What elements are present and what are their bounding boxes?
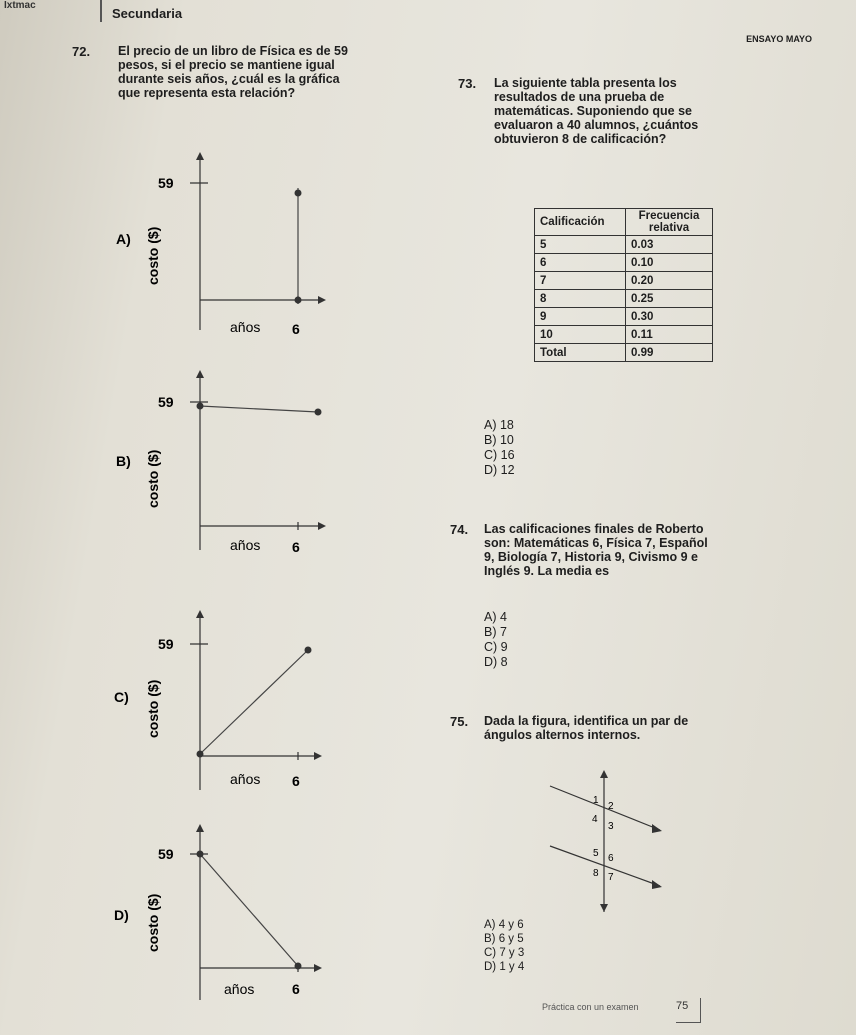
- option-c[interactable]: C) 16: [484, 448, 515, 462]
- y-tick: 59: [158, 636, 174, 652]
- table-header: Frecuencia relativa: [626, 209, 713, 236]
- q74-text: Las calificaciones finales de Roberto son: Matemáticas 6, Física 7, Español 9, Biología 7, Historia 9, Civismo 9 e Inglés 9. La media es: [484, 522, 708, 578]
- option-letter: B): [116, 453, 131, 469]
- angle-label: 6: [608, 853, 614, 864]
- q72-graph-b[interactable]: [112, 368, 352, 563]
- angle-label: 8: [593, 868, 599, 879]
- section-title: Secundaria: [112, 6, 183, 21]
- y-tick: 59: [158, 846, 174, 862]
- option-letter: C): [114, 689, 129, 705]
- brand-logo: Ixtmac: [4, 0, 36, 11]
- q72-graph-c[interactable]: [112, 608, 352, 803]
- q74-number: 74.: [450, 522, 469, 537]
- option-c[interactable]: C) 7 y 3: [484, 947, 525, 959]
- y-axis-label: costo ($): [145, 679, 161, 738]
- q73-number: 73.: [458, 76, 477, 91]
- frequency-table: [534, 208, 713, 362]
- table-row: Total 0.99: [535, 344, 713, 362]
- y-axis-label: costo ($): [145, 449, 161, 508]
- angle-label: 7: [608, 872, 614, 883]
- table-row: 9 0.30: [535, 308, 713, 326]
- q75-options: [484, 918, 524, 974]
- option-letter: A): [116, 231, 131, 247]
- table-header: Calificación: [535, 209, 626, 236]
- footer-divider: [700, 998, 701, 1022]
- footer-divider: [676, 1022, 701, 1023]
- q72-graph-a[interactable]: [112, 150, 352, 345]
- option-d[interactable]: D) 12: [484, 463, 515, 477]
- option-b[interactable]: B) 6 y 5: [484, 933, 524, 945]
- option-b[interactable]: B) 10: [484, 433, 514, 447]
- x-axis-label: años: [230, 537, 261, 553]
- y-axis-label: costo ($): [145, 893, 161, 952]
- page-number: 75: [676, 1000, 689, 1012]
- y-axis-label: costo ($): [145, 226, 161, 285]
- option-d[interactable]: D) 1 y 4: [484, 961, 525, 973]
- option-b[interactable]: B) 7: [484, 625, 507, 639]
- x-tick: 6: [292, 321, 300, 337]
- q75-number: 75.: [450, 714, 469, 729]
- table-row: 7 0.20: [535, 272, 713, 290]
- angle-label: 2: [608, 801, 614, 812]
- x-axis-label: años: [230, 771, 261, 787]
- option-a[interactable]: A) 4 y 6: [484, 919, 524, 931]
- q72-graph-d[interactable]: [112, 822, 352, 1007]
- q73-text: La siguiente tabla presenta los resultados de una prueba de matemáticas. Suponiendo que se evaluaron a 40 alumnos, ¿cuántos obtuvieron 8 de calificación?: [494, 76, 699, 146]
- y-tick: 59: [158, 175, 174, 191]
- option-a[interactable]: A) 18: [484, 418, 514, 432]
- table-row: 10 0.11: [535, 326, 713, 344]
- parallel-lines-figure: [548, 770, 678, 920]
- x-tick: 6: [292, 773, 300, 789]
- y-tick: 59: [158, 394, 174, 410]
- x-axis-label: años: [224, 981, 255, 997]
- angle-label: 3: [608, 821, 614, 832]
- option-c[interactable]: C) 9: [484, 640, 508, 654]
- header-divider: [100, 0, 102, 22]
- q72-text: El precio de un libro de Física es de 59 pesos, si el precio se mantiene igual durante seis años, ¿cuál es la gráfica que representa esta relación?: [118, 44, 348, 100]
- exam-label: ENSAYO MAYO: [746, 34, 812, 44]
- x-tick: 6: [292, 981, 300, 997]
- q73-options: [484, 418, 515, 478]
- table-row: 5 0.03: [535, 236, 713, 254]
- q75-text: Dada la figura, identifica un par de ángulos alternos internos.: [484, 714, 689, 742]
- angle-label: 1: [593, 795, 599, 806]
- option-a[interactable]: A) 4: [484, 610, 507, 624]
- footer-note: Práctica con un examen: [542, 1002, 639, 1012]
- angle-label: 4: [592, 814, 598, 825]
- table-row: 8 0.25: [535, 290, 713, 308]
- q72-number: 72.: [72, 44, 91, 59]
- q74-options: [484, 610, 508, 670]
- option-d[interactable]: D) 8: [484, 655, 508, 669]
- table-row: 6 0.10: [535, 254, 713, 272]
- option-letter: D): [114, 907, 129, 923]
- x-axis-label: años: [230, 319, 261, 335]
- angle-label: 5: [593, 848, 599, 859]
- x-tick: 6: [292, 539, 300, 555]
